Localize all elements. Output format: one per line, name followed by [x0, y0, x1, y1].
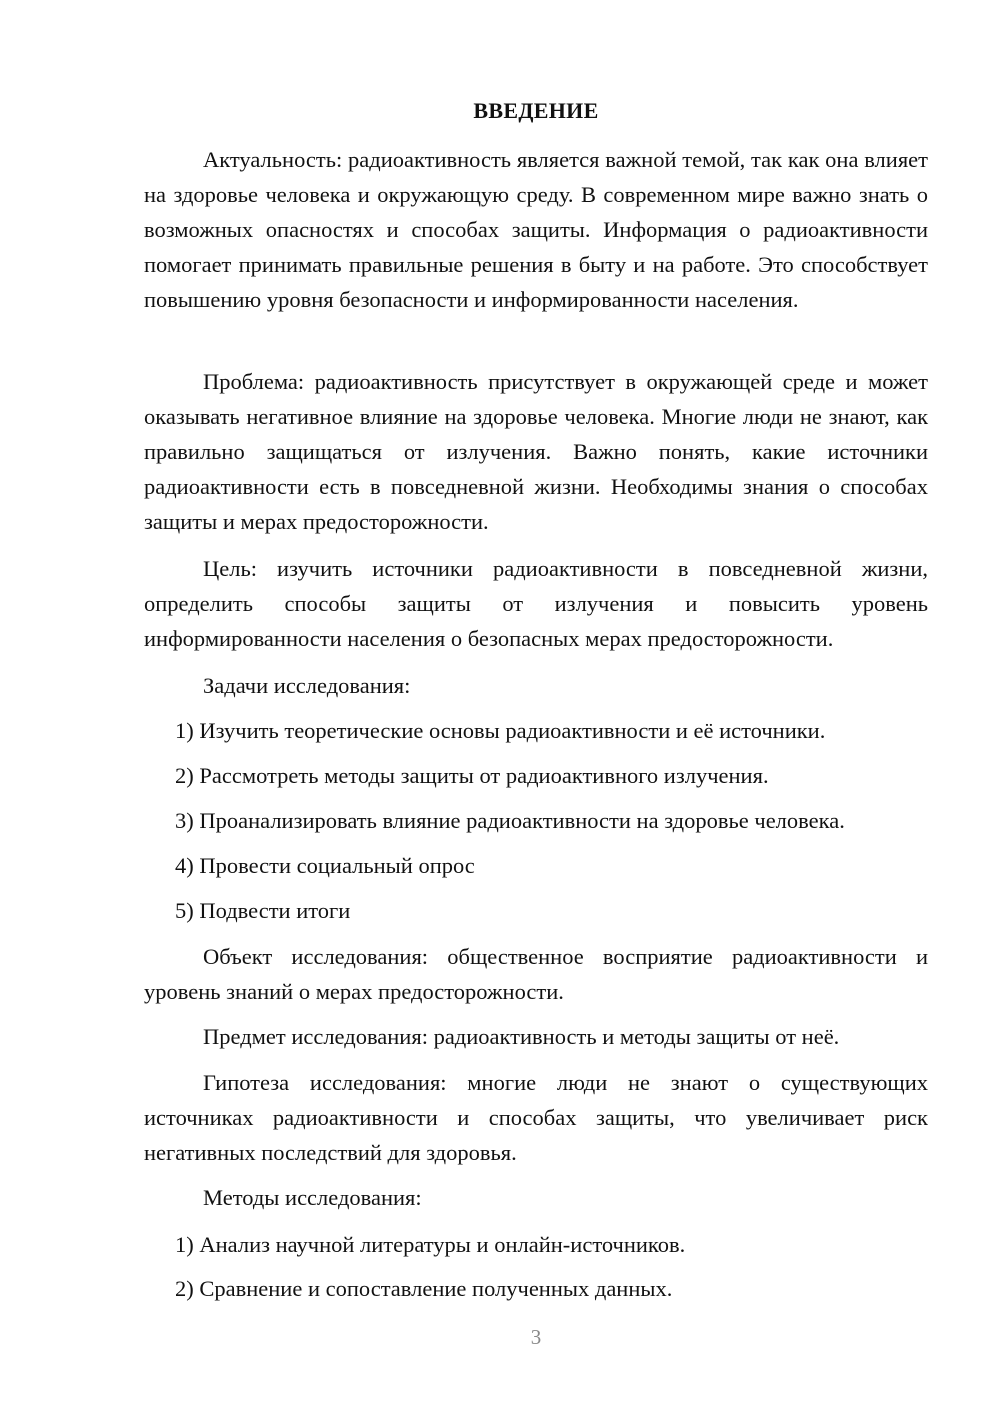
tasks-heading: Задачи исследования: — [203, 673, 411, 698]
task-item-1: 1) Изучить теоретические основы радиоактивности и её источники. — [175, 718, 826, 743]
page-title: ВВЕДЕНИЕ — [473, 98, 599, 123]
task-item-4: 4) Провести социальный опрос — [175, 853, 475, 878]
goal-paragraph: Цель: изучить источники радиоактивности в повседневной жизни, определить способы защиты от излучения и повысить уровень информированности населения о безопасных мерах предосторожности. — [144, 556, 928, 651]
method-item-1: 1) Анализ научной литературы и онлайн-источников. — [175, 1232, 686, 1257]
task-item-3: 3) Проанализировать влияние радиоактивности на здоровье человека. — [175, 808, 845, 833]
object-paragraph: Объект исследования: общественное восприятие радиоактивности и уровень знаний о мерах предосторожности. — [144, 944, 928, 1004]
method-item-2: 2) Сравнение и сопоставление полученных данных. — [175, 1276, 673, 1301]
task-item-2: 2) Рассмотреть методы защиты от радиоактивного излучения. — [175, 763, 769, 788]
subject-paragraph: Предмет исследования: радиоактивность и методы защиты от неё. — [203, 1024, 840, 1049]
task-item-5: 5) Подвести итоги — [175, 898, 351, 923]
methods-heading: Методы исследования: — [203, 1185, 422, 1210]
page-number: 3 — [530, 1325, 542, 1349]
hypothesis-paragraph: Гипотеза исследования: многие люди не знают о существующих источниках радиоактивности и способах защиты, что увеличивает риск негативных последствий для здоровья. — [144, 1070, 928, 1165]
relevance-paragraph: Актуальность: радиоактивность является важной темой, так как она влияет на здоровье человека и окружающую среду. В современном мире важно знать о возможных опасностях и способах защиты. Информация о радиоактивности помогает принимать правильные решения в быту и на работе. Это способствует повышению уровня безопасности и информированности населения. — [144, 147, 928, 312]
problem-paragraph: Проблема: радиоактивность присутствует в окружающей среде и может оказывать негативное влияние на здоровье человека. Многие люди не знают, как правильно защищаться от излучения. Важно понять, какие источники радиоактивности есть в повседневной жизни. Необходимы знания о способах защиты и мерах предосторожности. — [144, 369, 928, 534]
